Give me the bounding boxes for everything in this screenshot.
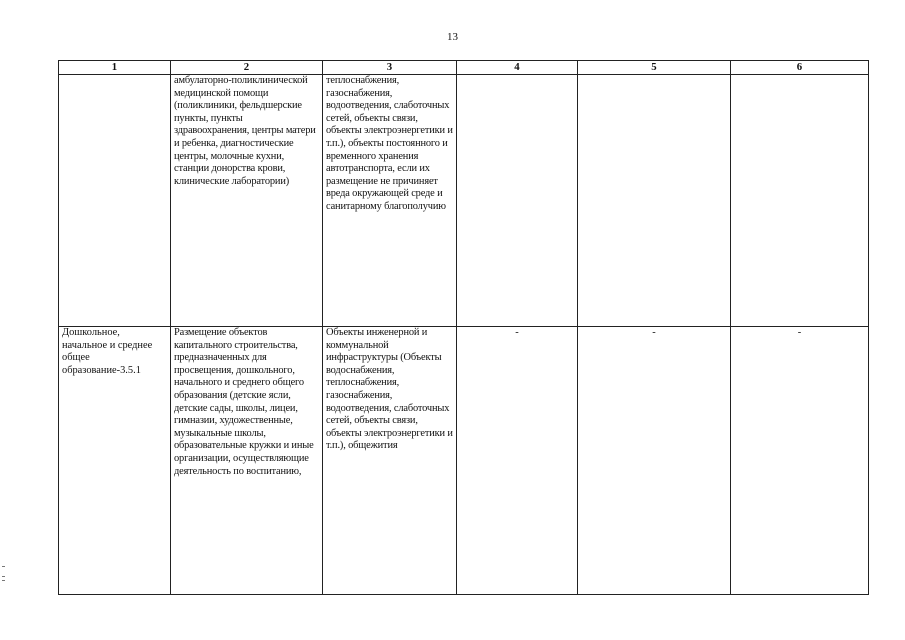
column-header-6: 6: [731, 61, 869, 75]
table-cell-col5: -: [578, 327, 731, 595]
table-cell-use-type: Дошкольное, начальное и среднее общее образование-3.5.1: [59, 327, 171, 595]
table-cell-col6: [731, 75, 869, 327]
column-header-5: 5: [578, 61, 731, 75]
table-cell-allowed-objects: Объекты инженерной и коммунальной инфраструктуры (Объекты водоснабжения, теплоснабжения, газоснабжения, водоотведения, слаботочных сетей, объекты связи, объекты электроэнергетики и т.п.), общежития: [323, 327, 457, 595]
column-header-4: 4: [457, 61, 578, 75]
column-header-3: 3: [323, 61, 457, 75]
table-cell-col4: [457, 75, 578, 327]
margin-mark: [2, 576, 5, 577]
table-row: [59, 75, 869, 327]
table-cell-allowed-objects: теплоснабжения, газоснабжения, водоотведения, слаботочных сетей, объекты связи, объекты электроэнергетики и т.п.), объекты постоянного и временного хранения автотранспорта, если их размещение не причиняет вреда окружающей среде и санитарному благополучию: [323, 75, 457, 327]
margin-mark: [2, 580, 5, 581]
column-header-2: 2: [171, 61, 323, 75]
table-row: [59, 327, 869, 595]
table-header-row: [59, 61, 869, 75]
table-cell-description: Размещение объектов капитального строительства, предназначенных для просвещения, дошкольного, начального и среднего общего образования (детские ясли, детские сады, школы, лицеи, гимназии, художественные, музыкальные школы, образовательные кружки и иные организации, осуществляющие деятельность по воспитанию,: [171, 327, 323, 595]
table-cell-col4: -: [457, 327, 578, 595]
column-header-1: 1: [59, 61, 171, 75]
page-number: 13: [447, 31, 458, 43]
table-cell-use-type: [59, 75, 171, 327]
regulations-table: [58, 60, 869, 595]
margin-mark: [2, 566, 5, 567]
table-cell-col5: [578, 75, 731, 327]
table-cell-col6: -: [731, 327, 869, 595]
table-cell-description: амбулаторно-поликлинической медицинской помощи (поликлиники, фельдшерские пункты, пункты здравоохранения, центры матери и ребенка, диагностические центры, молочные кухни, станции донорства крови, клинические лаборатории): [171, 75, 323, 327]
